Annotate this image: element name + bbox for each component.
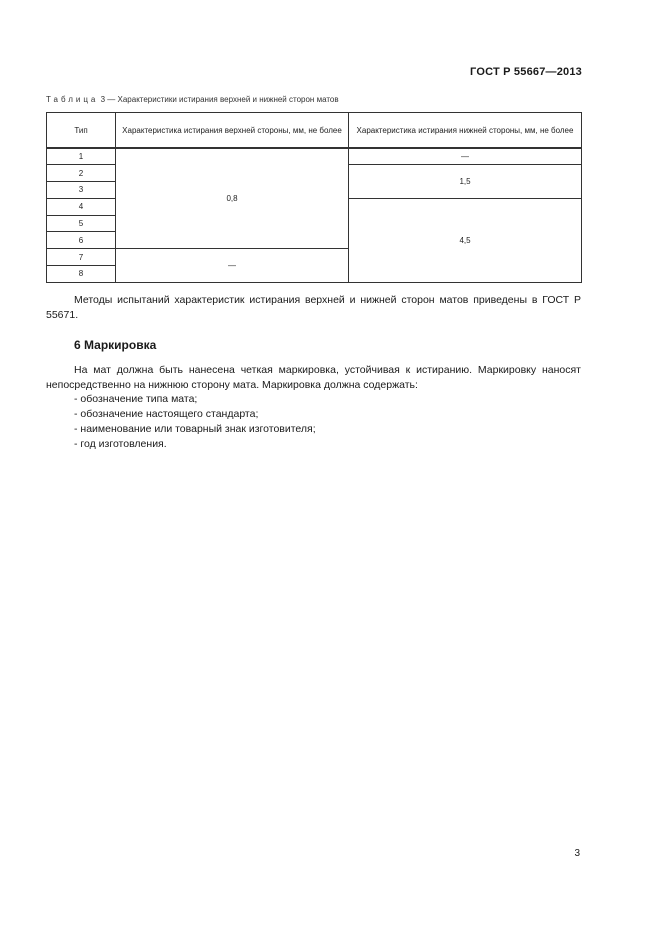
table-header-row: [47, 113, 582, 149]
type-cell: 6: [47, 232, 116, 249]
type-cell: 3: [47, 182, 116, 199]
upper-value-cell: 0,8: [116, 148, 349, 249]
lower-value-cell: 1,5: [349, 165, 582, 199]
lower-value-cell: —: [349, 148, 582, 165]
header-type: Тип: [47, 113, 116, 149]
list-item: - год изготовления.: [74, 437, 316, 452]
table-caption-word: Таблица: [46, 95, 99, 104]
list-item: - обозначение настоящего стандарта;: [74, 407, 316, 422]
document-header: ГОСТ Р 55667—2013: [470, 66, 582, 78]
type-cell: 4: [47, 198, 116, 215]
header-lower: Характеристика истирания нижней стороны, мм, не более: [349, 113, 582, 149]
list-item: - наименование или товарный знак изготовителя;: [74, 422, 316, 437]
table-caption: [46, 95, 339, 104]
page-number: 3: [574, 848, 580, 859]
table-caption-text: 3 — Характеристики истирания верхней и нижней сторон матов: [100, 95, 339, 104]
lower-value-cell: 4,5: [349, 198, 582, 282]
upper-value-cell: —: [116, 249, 349, 283]
abrasion-table: [46, 112, 582, 283]
list-item: - обозначение типа мата;: [74, 392, 316, 407]
marking-list: [74, 392, 316, 452]
type-cell: 7: [47, 249, 116, 266]
marking-paragraph: На мат должна быть нанесена четкая маркировка, устойчивая к истиранию. Маркировку наносят непосредственно на нижнюю сторону мата. Маркировка должна содержать:: [46, 364, 581, 391]
type-cell: 1: [47, 148, 116, 165]
test-methods-paragraph: Методы испытаний характеристик истирания верхней и нижней сторон матов приведены в ГОСТ Р 55671.: [46, 294, 581, 321]
section-title: 6 Маркировка: [74, 338, 157, 352]
type-cell: 8: [47, 266, 116, 283]
type-cell: 5: [47, 215, 116, 232]
header-upper: Характеристика истирания верхней стороны, мм, не более: [116, 113, 349, 149]
type-cell: 2: [47, 165, 116, 182]
table-row: [47, 148, 582, 165]
